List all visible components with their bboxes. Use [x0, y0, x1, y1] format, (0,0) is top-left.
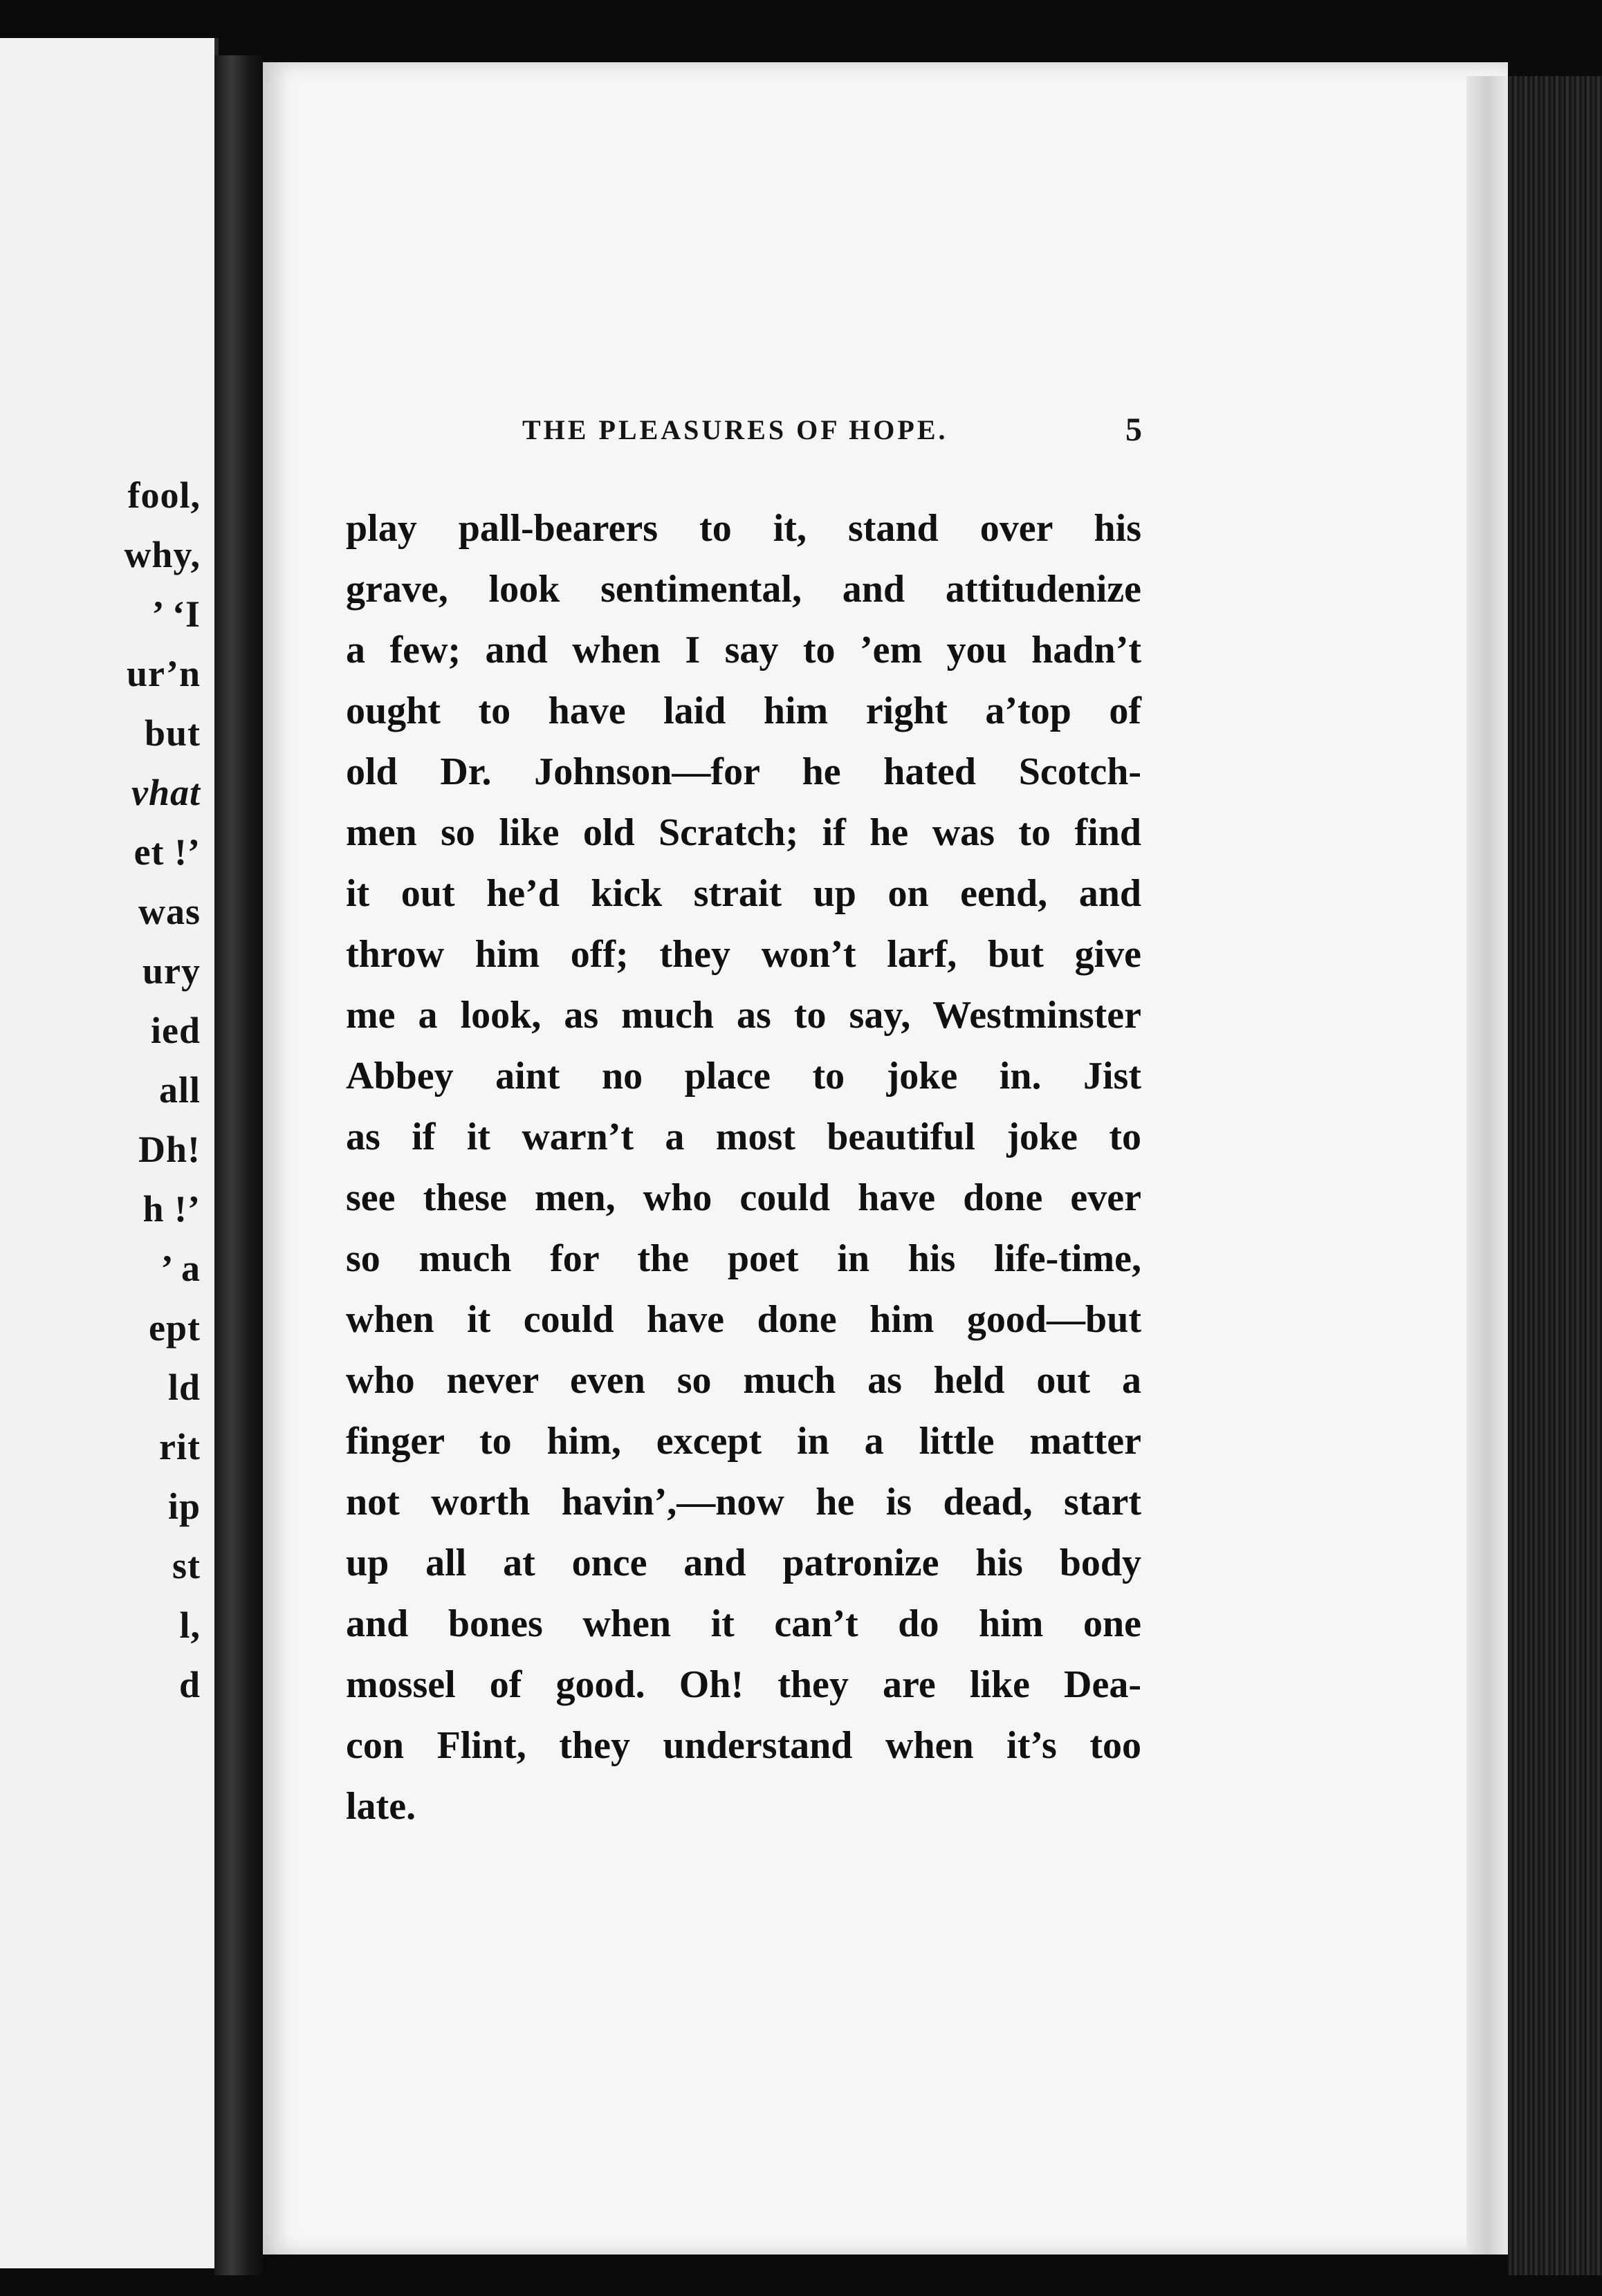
left-page-fragment: et !’ — [134, 831, 201, 873]
text-line: when it could have done him good—but — [346, 1298, 1141, 1341]
left-page-fragment: ip — [167, 1485, 201, 1527]
left-page-fragment: fool, — [127, 474, 201, 516]
left-page-fragment: vhat — [131, 772, 201, 813]
text-line: see these men, who could have done ever — [346, 1176, 1141, 1219]
left-page-fragment: h !’ — [142, 1188, 201, 1230]
text-line: and bones when it can’t do him one — [346, 1602, 1141, 1645]
text-line: so much for the poet in his life-time, — [346, 1237, 1141, 1280]
text-line: me a look, as much as to say, Westminster — [346, 994, 1141, 1037]
page-edge — [1466, 76, 1508, 2255]
text-line: old Dr. Johnson—for he hated Scotch- — [346, 750, 1141, 793]
left-page-fragment: Dh! — [138, 1129, 201, 1170]
left-page-fragment: ied — [150, 1010, 201, 1051]
left-page-fragment: was — [138, 891, 201, 932]
left-page-fragment: ept — [149, 1307, 201, 1349]
text-line: not worth havin’,—now he is dead, start — [346, 1481, 1141, 1524]
book-fore-edge — [1508, 76, 1602, 2275]
left-page-fragment: st — [172, 1545, 201, 1586]
text-line: up all at once and patronize his body — [346, 1542, 1141, 1584]
text-line: a few; and when I say to ’em you hadn’t — [346, 629, 1141, 672]
text-line: men so like old Scratch; if he was to find — [346, 811, 1141, 854]
left-page-fragment: rit — [159, 1426, 201, 1468]
left-page-fragment: ’ a — [160, 1248, 201, 1289]
text-line: late. — [346, 1785, 416, 1828]
left-page-fragment: ur’n — [127, 653, 201, 694]
left-page-fragment: but — [144, 712, 201, 754]
left-page-fragment: all — [158, 1069, 201, 1111]
book-gutter — [214, 55, 263, 2275]
left-page-fragment: why, — [124, 534, 201, 575]
left-page-fragment: ’ ‘I — [151, 593, 201, 635]
body-text — [346, 498, 1141, 1837]
text-line: Abbey aint no place to joke in. Jist — [346, 1055, 1141, 1098]
text-line: who never even so much as held out a — [346, 1359, 1141, 1402]
text-line: play pall-bearers to it, stand over his — [346, 507, 1141, 550]
text-line: as if it warn’t a most beautiful joke to — [346, 1115, 1141, 1158]
text-line: it out he’d kick strait up on eend, and — [346, 872, 1141, 915]
text-line: ought to have laid him right a’top of — [346, 689, 1141, 732]
left-page-fragment: l, — [179, 1604, 201, 1646]
left-page-fragment: d — [178, 1664, 201, 1705]
left-page-fragment: ld — [167, 1367, 201, 1408]
page-number: 5 — [1125, 411, 1142, 448]
text-line: grave, look sentimental, and attitudenize — [346, 568, 1141, 611]
running-head — [522, 411, 1142, 455]
text-line: con Flint, they understand when it’s too — [346, 1724, 1141, 1767]
text-line: throw him off; they won’t larf, but give — [346, 933, 1141, 976]
text-line: mossel of good. Oh! they are like Dea- — [346, 1663, 1141, 1706]
text-line: finger to him, except in a little matter — [346, 1420, 1141, 1463]
running-title: THE PLEASURES OF HOPE. — [522, 414, 948, 445]
left-page-fragment: ury — [142, 950, 201, 992]
left-facing-page — [0, 38, 219, 2268]
